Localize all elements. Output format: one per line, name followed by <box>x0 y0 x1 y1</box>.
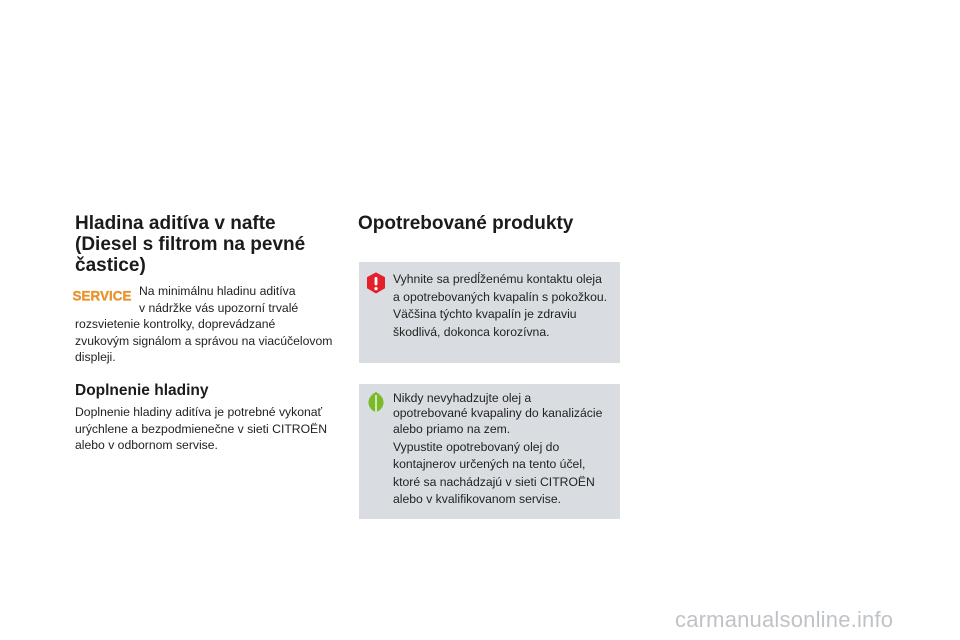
intro-line: v nádržke vás upozorní trvalé <box>139 300 299 315</box>
body-line: zvukovým signálom a správou na viacúčelovom <box>75 333 333 348</box>
service-warning-icon <box>72 288 132 304</box>
title-line: častice) <box>75 255 146 276</box>
subheading-refill: Doplnenie hladiny <box>75 382 209 399</box>
warning-text <box>393 271 617 340</box>
refill-line: Doplnenie hladiny aditíva je potrebné vykonať <box>75 405 323 419</box>
warning-box <box>359 262 620 363</box>
warning-line: a opotrebovaných kvapalín s pokožkou. <box>393 289 608 304</box>
watermark: carmanualsonline.info <box>675 607 894 632</box>
leaf-icon <box>366 391 386 413</box>
environment-line: alebo v kvalifikovanom servise. <box>393 492 561 506</box>
environment-line: kontajnerov určených na tento účel, <box>393 457 586 471</box>
body-line: rozsvietenie kontrolky, doprevádzané <box>75 317 276 331</box>
environment-box <box>359 384 620 519</box>
refill-text <box>75 404 350 454</box>
warning-line: Väčšina týchto kvapalín je zdraviu <box>393 307 577 321</box>
warning-line: škodlivá, dokonca korozívna. <box>393 324 550 339</box>
environment-line: ktoré sa nachádzajú v sieti CITROËN <box>393 474 595 489</box>
environment-line: Nikdy nevyhadzujte olej a <box>393 391 532 405</box>
environment-line: alebo priamo na zem. <box>393 422 511 436</box>
title-line: Hladina aditíva v nafte <box>75 213 276 234</box>
environment-line: opotrebované kvapaliny do kanalizácie <box>393 406 603 420</box>
warning-line: Vyhnite sa predĺženému kontaktu oleja <box>393 272 602 286</box>
section-title-used-products: Opotrebované produkty <box>358 213 574 234</box>
service-icon-text: SERVICE <box>72 288 132 304</box>
refill-line: urýchlene a bezpodmienečne v sieti CITROËN <box>75 421 327 436</box>
environment-line: Vypustite opotrebovaný olej do <box>393 439 560 454</box>
section-title-additive <box>75 213 345 276</box>
environment-text <box>393 391 617 508</box>
intro-line: Na minimálnu hladinu aditíva <box>139 284 296 298</box>
additive-intro <box>139 283 349 316</box>
refill-line: alebo v odbornom servise. <box>75 438 218 452</box>
warning-icon <box>366 272 386 294</box>
title-line: (Diesel s filtrom na pevné <box>75 234 306 255</box>
additive-body <box>75 316 350 366</box>
body-line: displeji. <box>75 350 116 364</box>
